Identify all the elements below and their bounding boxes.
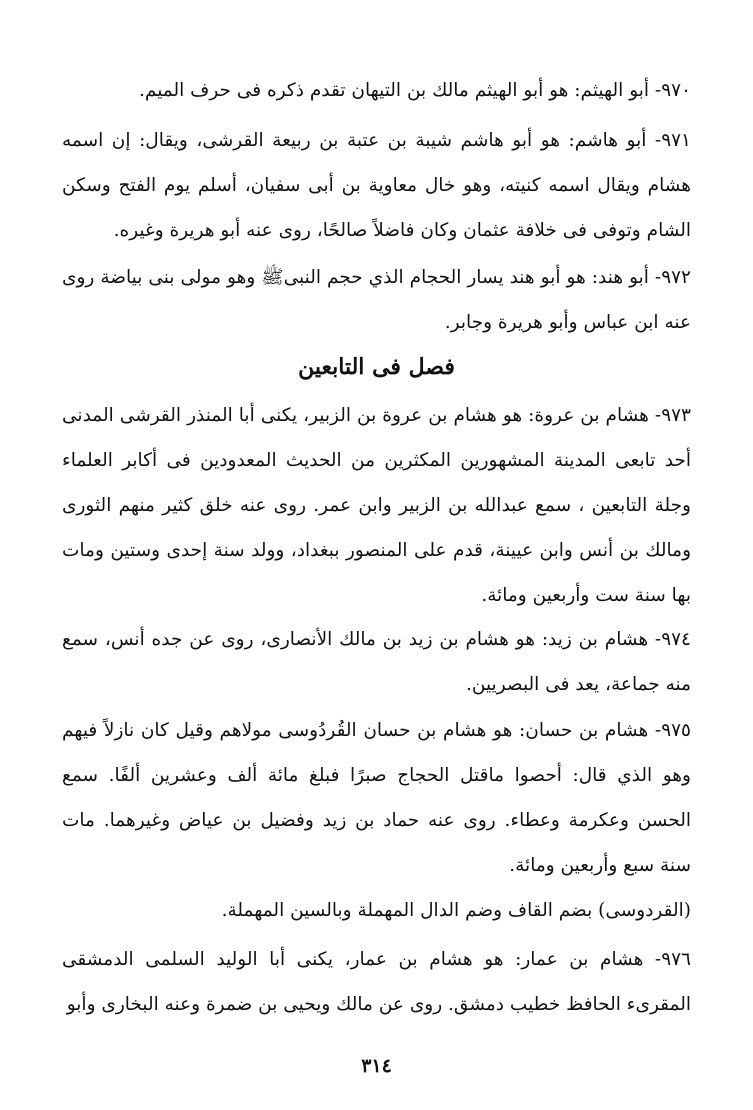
entry-974 (62, 617, 691, 707)
entry-text: ٩٧٢- أبو هند: هو أبو هند يسار الحجام الذي حجم النبىﷺ وهو مولى بنى بياضة روى عنه ابن عباس وأبو هريرة وجابر. (62, 267, 691, 333)
entry-note-text: (القردوسى) بضم القاف وضم الدال المهملة وبالسين المهملة. (221, 900, 691, 921)
entry-975 (62, 708, 691, 888)
entry-976 (62, 937, 691, 1027)
entry-975-note (62, 888, 691, 933)
entry-text: ٩٧٣- هشام بن عروة: هو هشام بن عروة بن الزبير، يكنى أبا المنذر القرشى المدنى أحد تابعى المدينة المشهورين المكثرين من الحديث المعدودين فى أكابر العلماء وجلة التابعين ، سمع عبدالله بن الزبير وابن عمر. روى عنه خلق كثير منهم الثورى ومالك بن أنس وابن عيينة، قدم على المنصور ببغداد، وولد سنة إحدى وستين ومات بها سنة ست وأربعين ومائة. (62, 405, 691, 606)
page-number: ٣١٤ (361, 1055, 392, 1077)
entry-970 (62, 68, 691, 113)
section-heading: فصل فى التابعين (298, 354, 455, 380)
entry-973 (62, 393, 691, 618)
entry-972 (62, 255, 691, 345)
entry-text: ٩٧٦- هشام بن عمار: هو هشام بن عمار، يكنى أبا الوليد السلمى الدمشقى المقرىء الحافظ خطيب دمشق. روى عن مالك ويحيى بن ضمرة وعنه البخارى وأبو (62, 949, 691, 1015)
entry-text: ٩٧٠- أبو الهيثم: هو أبو الهيثم مالك بن التيهان تقدم ذكره فى حرف الميم. (139, 80, 691, 101)
entry-971 (62, 118, 691, 253)
entry-text: ٩٧١- أبو هاشم: هو أبو هاشم شيبة بن عتبة بن ربيعة القرشى، ويقال: إن اسمه هشام ويقال اسمه كنيته، وهو خال معاوية بن أبى سفيان، أسلم يوم الفتح وسكن الشام وتوفى فى خلافة عثمان وكان فاضلاً صالحًا، روى عنه أبو هريرة وغيره. (62, 130, 691, 241)
entry-text: ٩٧٤- هشام بن زيد: هو هشام بن زيد بن مالك الأنصارى، روى عن جده أنس، سمع منه جماعة، يعد فى البصريين. (62, 629, 691, 695)
entry-text: ٩٧٥- هشام بن حسان: هو هشام بن حسان القُردُوسى مولاهم وقيل كان نازلاً فيهم وهو الذي قال: أحصوا ماقتل الحجاج صبرًا فبلغ مائة ألف وعشرين ألفًا. سمع الحسن وعكرمة وعطاء. روى عنه حماد بن زيد وفضيل بن عياض وغيرهما. مات سنة سبع وأربعين ومائة. (62, 720, 691, 876)
